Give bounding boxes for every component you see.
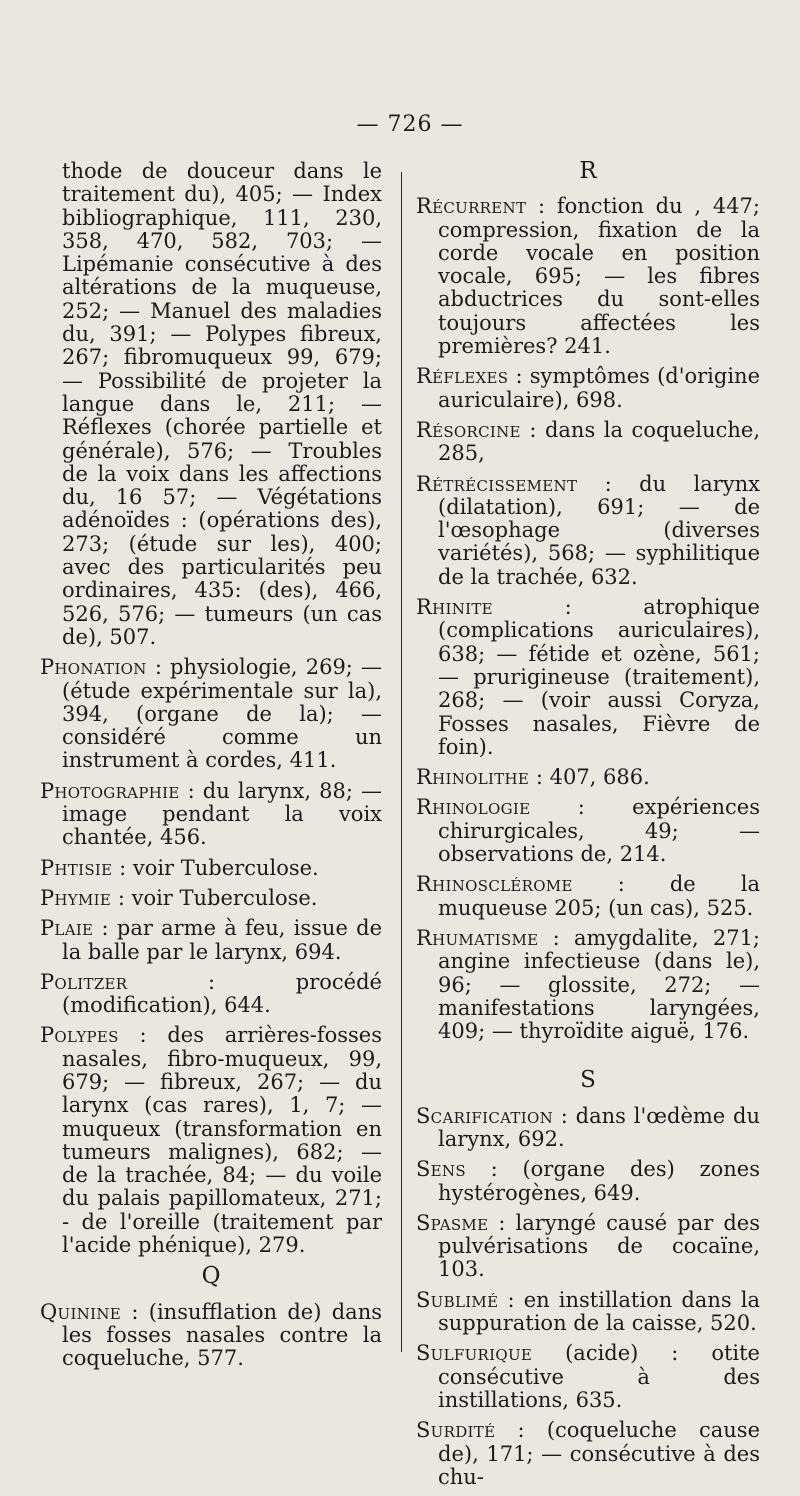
index-entry <box>40 656 382 772</box>
entry-headword: Sublimé <box>416 1287 499 1312</box>
index-entry <box>40 857 382 880</box>
entry-headword: Résorcine <box>416 417 521 442</box>
entry-headword: Réflexes <box>416 364 509 389</box>
index-entry <box>416 1342 760 1412</box>
right-column <box>416 160 760 1496</box>
entry-headword: Surdité <box>416 1418 496 1443</box>
index-entry <box>416 927 760 1043</box>
entry-text: : (insufflation de) dans les fosses nasales contre la coqueluche, 577. <box>62 1299 382 1371</box>
entry-text: : atrophique (complications auriculaires), 638; — fétide et ozène, 561; — prurigineuse (traitement), 268; — (voir aussi Coryza, Fosses nasales, Fièvre de foin). <box>438 595 760 759</box>
r-entries <box>416 195 760 1043</box>
index-entry <box>416 596 760 759</box>
index-entry <box>416 1419 760 1489</box>
entry-text: : des arrières-fosses nasales, fibro-muqueux, 99, 679; — fibreux, 267; — du larynx (cas rares), 1, 7; — muqueux (transformation en tumeurs malignes), 682; — de la trachée, 84; — du voile du palais papillomateux, 271; - de l'oreille (traitement par l'acide phénique), 279. <box>62 1023 382 1258</box>
entry-text: : dans l'œdème du larynx, 692. <box>438 1103 760 1151</box>
index-entry <box>416 419 760 466</box>
entry-text: : symptômes (d'origine auriculaire), 698. <box>438 364 760 412</box>
index-entry <box>416 1158 760 1205</box>
index-entry <box>40 1301 382 1371</box>
entry-text: (acide) : otite consécutive à des instillations, 635. <box>438 1341 760 1412</box>
index-entry <box>40 887 382 910</box>
entry-headword: Polypes <box>40 1023 119 1048</box>
entry-headword: Rhumatisme <box>416 925 539 950</box>
index-entry <box>40 780 382 850</box>
continuation-entry: thode de douceur dans le traitement du), 405; — Index bibliographique, 111, 230, 358, 470, 582, 703; — Lipémanie consécutive à des altérations de la muqueuse, 252; — Manuel des maladies du, 391; — Polypes fibreux, 267; fibromuqueux 99, 679; — Possibilité de projeter la langue dans le, 211; — Réflexes (chorée partielle et générale), 576; — Troubles de la voix dans les affections du, 16 57; — Végétations adénoïdes : (opérations des), 273; (étude sur les), 400; avec des particularités peu ordinaires, 435: (des), 466, 526, 576; — tumeurs (un cas de), 507. <box>62 159 382 649</box>
section-letter-r: R <box>579 158 597 184</box>
entry-headword: Sulfurique <box>416 1341 533 1366</box>
entry-text: : physiologie, 269; — (étude expérimentale sur la), 394, (organe de la); — considéré comme un instrument à cordes, 411. <box>62 655 382 773</box>
entry-headword: Plaie <box>40 916 94 941</box>
entry-text: : expériences chirurgicales, 49; — observations de, 214. <box>438 795 760 867</box>
entry-text: : amygdalite, 271; angine infectieuse (dans le), 96; — glossite, 272; — manifestations laryngées, 409; — thyroïdite aiguë, 176. <box>438 925 760 1044</box>
section-letter-q: Q <box>201 1263 221 1290</box>
entry-text: : voir Tuberculose. <box>111 885 318 910</box>
index-entry <box>416 796 760 866</box>
entry-text: : du larynx (dilatation), 691; — de l'œsophage (diverses variétés), 568; — syphilitique de la trachée, 632. <box>438 471 760 589</box>
q-entries <box>40 1301 382 1371</box>
index-entry <box>416 365 760 412</box>
entry-headword: Rhinolithe <box>416 765 530 790</box>
entry-headword: Scarification <box>416 1103 553 1128</box>
entry-headword: Rhinosclérome <box>416 872 573 897</box>
entry-headword: Récurrent <box>416 194 527 219</box>
index-entry <box>416 473 760 589</box>
column-divider <box>401 172 402 1352</box>
entry-text: : 407, 686. <box>529 765 650 790</box>
index-entry <box>416 1212 760 1282</box>
entry-text: : (coqueluche cause de), 171; — consécutive à des chu- <box>438 1418 760 1489</box>
entry-text: : du larynx, 88; — image pendant la voix chantée, 456. <box>62 778 382 850</box>
entry-headword: Sens <box>416 1157 466 1182</box>
index-entry <box>416 1105 760 1152</box>
entry-text: : voir Tuberculose. <box>112 855 319 880</box>
entry-headword: Phtisie <box>40 855 113 880</box>
entry-headword: Phonation <box>40 655 147 680</box>
index-entry <box>40 971 382 1018</box>
entry-text: : laryngé causé par des pulvérisations de cocaïne, 103. <box>438 1210 760 1282</box>
entry-text: : par arme à feu, issue de la balle par le larynx, 694. <box>62 916 382 964</box>
entry-text: : en instillation dans la suppuration de la caisse, 520. <box>438 1287 760 1336</box>
entry-text: : procédé (modification), 644. <box>62 969 382 1018</box>
entry-text: : (organe des) zones hystérogènes, 649. <box>438 1157 760 1205</box>
index-entry <box>40 917 382 964</box>
left-column <box>40 160 382 1378</box>
entry-text: : dans la coqueluche, 285, <box>438 417 760 466</box>
entry-headword: Spasme <box>416 1210 489 1235</box>
entry-text: : de la muqueuse 205; (un cas), 525. <box>438 872 760 920</box>
entry-headword: Photographie <box>40 778 180 803</box>
index-entry <box>416 766 760 789</box>
index-entry <box>416 1289 760 1336</box>
index-entry <box>40 1024 382 1257</box>
left-entries <box>40 656 382 1257</box>
entry-headword: Rhinite <box>416 595 493 620</box>
s-entries <box>416 1105 760 1489</box>
entry-headword: Quinine <box>40 1299 122 1324</box>
index-entry <box>416 195 760 358</box>
section-letter-s: S <box>580 1067 596 1094</box>
entry-text: : fonction du , 447; compression, fixation de la corde vocale en position vocale, 695; — les fibres abductrices du sont-elles toujours affectées les premières? 241. <box>438 194 760 359</box>
index-entry <box>416 873 760 920</box>
entry-headword: Politzer <box>40 969 128 994</box>
entry-headword: Phymie <box>40 885 112 910</box>
entry-headword: Rétrécissement <box>416 471 578 496</box>
page-number: — 726 — <box>356 112 464 137</box>
entry-headword: Rhinologie <box>416 795 531 820</box>
